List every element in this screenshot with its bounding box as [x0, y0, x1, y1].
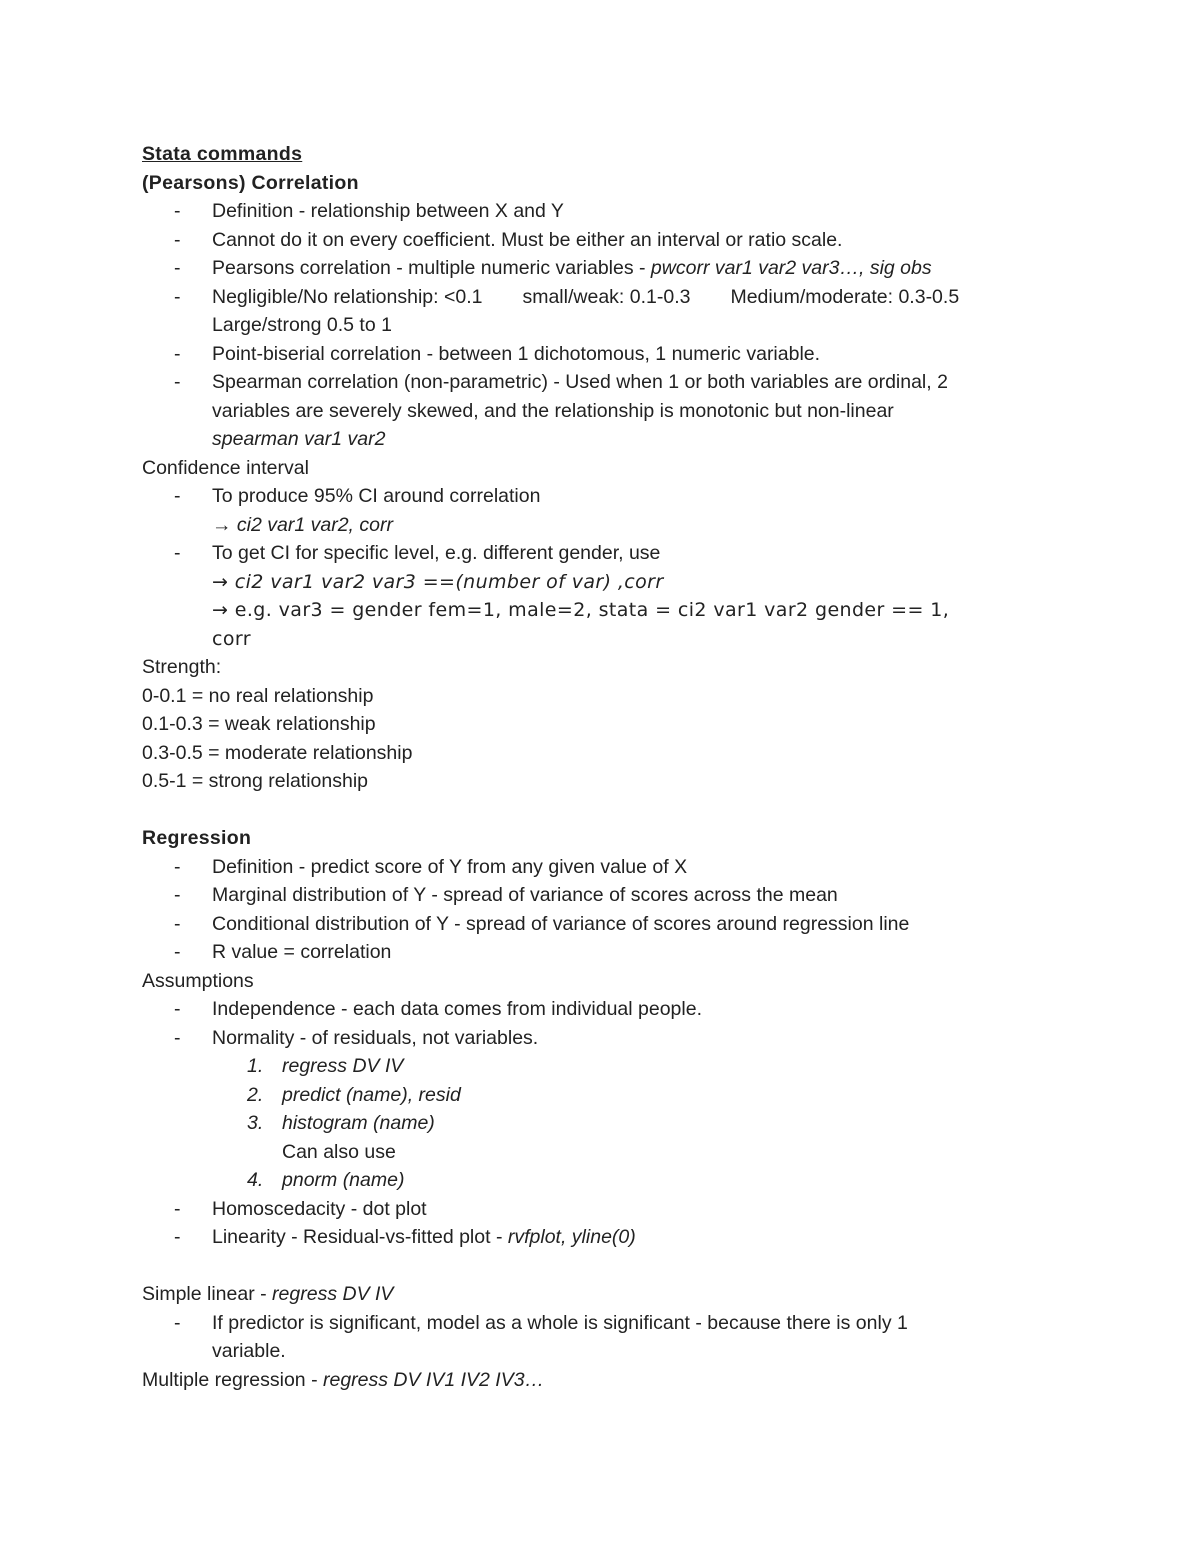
- strength-line: 0.5-1 = strong relationship: [142, 770, 369, 792]
- strength-heading: Strength:: [142, 656, 222, 678]
- numbered-step: 1. regress DV IV: [247, 1055, 404, 1077]
- ci-heading: Confidence interval: [142, 456, 309, 479]
- example-line: → e.g. var3 = gender fem=1, male=2, stata = ci2 var1 var2 gender == 1,: [212, 599, 950, 621]
- bullet-item: - Spearman correlation (non-parametric) - Used when 1 or both variables are ordinal, 2: [174, 371, 948, 393]
- bullet-item: - Marginal distribution of Y - spread of variance of scores across the mean: [174, 884, 838, 906]
- example-line: corr: [212, 627, 251, 650]
- correlation-heading: (Pearsons) Correlation: [142, 171, 359, 194]
- bullet-item: - To produce 95% CI around correlation: [174, 485, 541, 507]
- document-title: Stata commands: [142, 143, 303, 165]
- document-content: [142, 140, 1042, 1394]
- bullet-item: - Negligible/No relationship: <0.1 small/weak: 0.1-0.3 Medium/moderate: 0.3-0.5: [174, 285, 960, 308]
- bullet-item: - Conditional distribution of Y - spread of variance of scores around regression line: [174, 912, 910, 935]
- bullet-continuation: Large/strong 0.5 to 1: [212, 314, 392, 336]
- numbered-step: 2. predict (name), resid: [247, 1083, 461, 1106]
- bullet-continuation: variables are severely skewed, and the relationship is monotonic but non-linear: [212, 399, 894, 422]
- bullet-item: - To get CI for specific level, e.g. different gender, use: [174, 542, 661, 564]
- stata-command: → ci2 var1 var2 var3 ==(number of var) ,corr: [212, 570, 664, 593]
- regression-heading: Regression: [142, 827, 252, 849]
- stata-command: regress DV IV1 IV2 IV3…: [322, 1368, 545, 1391]
- numbered-step: 4. pnorm (name): [247, 1169, 405, 1191]
- assumptions-heading: Assumptions: [142, 969, 254, 992]
- strength-line: 0-0.1 = no real relationship: [142, 684, 374, 707]
- bullet-item: - R value = correlation: [174, 941, 392, 963]
- bullet-continuation: variable.: [212, 1340, 286, 1362]
- bullet-item: - Cannot do it on every coefficient. Must be either an interval or ratio scale.: [174, 228, 843, 251]
- strength-line: 0.3-0.5 = moderate relationship: [142, 741, 413, 764]
- numbered-step: 3. histogram (name): [247, 1112, 435, 1134]
- blank-line: [142, 1252, 1042, 1281]
- stata-command: rvfplot, yline(0): [507, 1226, 636, 1248]
- simple-linear-line: Simple linear - regress DV IV: [142, 1283, 394, 1305]
- stata-command: spearman var1 var2: [212, 428, 386, 450]
- bullet-item: - Independence - each data comes from individual people.: [174, 998, 702, 1020]
- bullet-item: - Pearsons correlation - multiple numeric variables - pwcorr var1 var2 var3…, sig obs: [174, 257, 932, 279]
- multiple-regression-line: Multiple regression - regress DV IV1 IV2 IV3…: [142, 1368, 545, 1391]
- bullet-item: - Definition - relationship between X and Y: [174, 200, 564, 222]
- blank-line: [142, 796, 1042, 825]
- bullet-item: - Normality - of residuals, not variables.: [174, 1026, 539, 1049]
- strength-line: 0.1-0.3 = weak relationship: [142, 713, 376, 735]
- bullet-item: - Linearity - Residual-vs-fitted plot - rvfplot, yline(0): [174, 1226, 636, 1248]
- bullet-item: - Homoscedacity - dot plot: [174, 1197, 427, 1220]
- bullet-item: - Definition - predict score of Y from any given value of X: [174, 855, 688, 878]
- stata-command: pwcorr var1 var2 var3…, sig obs: [650, 257, 932, 279]
- stata-command: → ci2 var1 var2, corr: [212, 513, 393, 536]
- bullet-item: - If predictor is significant, model as a whole is significant - because there is only 1: [174, 1311, 908, 1334]
- step-note: Can also use: [282, 1140, 396, 1163]
- stata-command: regress DV IV: [272, 1283, 394, 1305]
- bullet-item: - Point-biserial correlation - between 1 dichotomous, 1 numeric variable.: [174, 342, 821, 365]
